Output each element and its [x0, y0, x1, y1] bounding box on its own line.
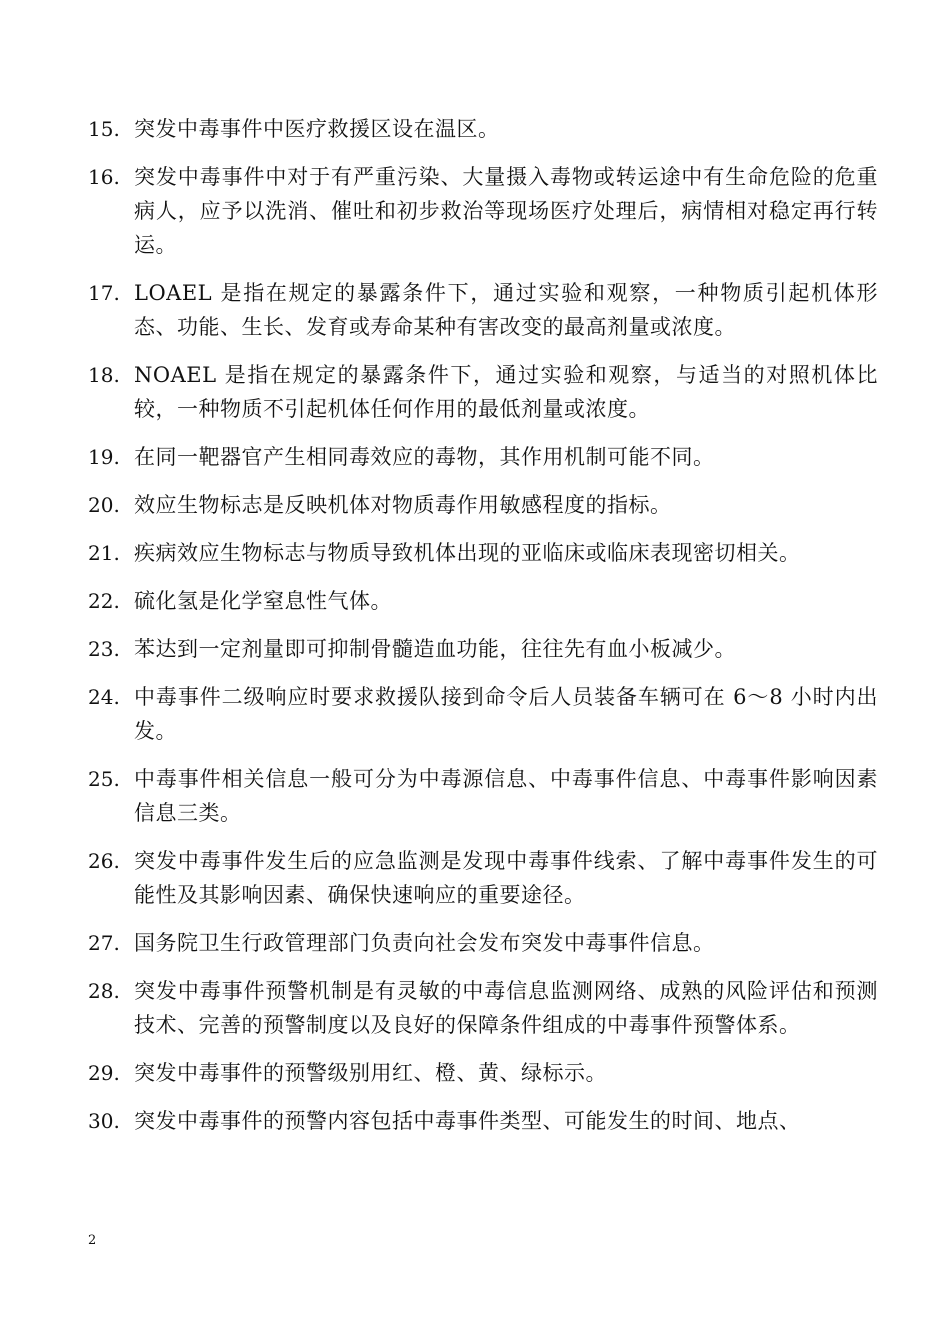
item-text: 突发中毒事件中医疗救援区设在温区。 — [134, 117, 500, 141]
item-text: 突发中毒事件的预警内容包括中毒事件类型、可能发生的时间、地点、 — [134, 1109, 801, 1133]
list-item — [88, 1104, 878, 1138]
item-number: 16. — [88, 165, 120, 189]
item-text: 中毒事件二级响应时要求救援队接到命令后人员装备车辆可在 6～8 小时内出发。 — [134, 685, 878, 743]
list-item — [88, 926, 878, 960]
item-text: 突发中毒事件中对于有严重污染、大量摄入毒物或转运途中有生命危险的危重病人，应予以洗消、催吐和初步救治等现场医疗处理后，病情相对稳定再行转运。 — [134, 165, 878, 257]
list-item — [88, 584, 878, 618]
list-item — [88, 536, 878, 570]
item-text: 中毒事件相关信息一般可分为中毒源信息、中毒事件信息、中毒事件影响因素信息三类。 — [134, 767, 878, 825]
item-number: 17. — [88, 281, 120, 305]
list-item — [88, 680, 878, 748]
list-item — [88, 488, 878, 522]
item-text: 突发中毒事件的预警级别用红、橙、黄、绿标示。 — [134, 1061, 607, 1085]
item-number: 25. — [88, 767, 120, 791]
statement-list — [88, 112, 878, 1152]
item-text: NOAEL 是指在规定的暴露条件下，通过实验和观察，与适当的对照机体比较，一种物质不引起机体任何作用的最低剂量或浓度。 — [134, 363, 878, 421]
item-number: 18. — [88, 363, 120, 387]
item-number: 29. — [88, 1061, 120, 1085]
list-item — [88, 844, 878, 912]
item-number: 27. — [88, 931, 120, 955]
list-item — [88, 160, 878, 262]
list-item — [88, 276, 878, 344]
list-item — [88, 440, 878, 474]
item-text: 突发中毒事件发生后的应急监测是发现中毒事件线索、了解中毒事件发生的可能性及其影响因素、确保快速响应的重要途径。 — [134, 849, 878, 907]
list-item — [88, 762, 878, 830]
list-item — [88, 112, 878, 146]
page-number: 2 — [88, 1233, 97, 1248]
list-item — [88, 1056, 878, 1090]
item-number: 21. — [88, 541, 120, 565]
item-number: 23. — [88, 637, 120, 661]
item-text: 效应生物标志是反映机体对物质毒作用敏感程度的指标。 — [134, 493, 672, 517]
list-item — [88, 632, 878, 666]
item-text: 国务院卫生行政管理部门负责向社会发布突发中毒事件信息。 — [134, 931, 715, 955]
item-text: 苯达到一定剂量即可抑制骨髓造血功能，往往先有血小板减少。 — [134, 637, 736, 661]
item-text: 硫化氢是化学窒息性气体。 — [134, 589, 392, 613]
list-item — [88, 974, 878, 1042]
item-text: 突发中毒事件预警机制是有灵敏的中毒信息监测网络、成熟的风险评估和预测技术、完善的预警制度以及良好的保障条件组成的中毒事件预警体系。 — [134, 979, 878, 1037]
item-text: 在同一靶器官产生相同毒效应的毒物，其作用机制可能不同。 — [134, 445, 715, 469]
item-number: 28. — [88, 979, 120, 1003]
item-number: 30. — [88, 1109, 120, 1133]
item-text: 疾病效应生物标志与物质导致机体出现的亚临床或临床表现密切相关。 — [134, 541, 801, 565]
item-number: 20. — [88, 493, 120, 517]
item-number: 22. — [88, 589, 120, 613]
item-number: 24. — [88, 685, 120, 709]
item-number: 26. — [88, 849, 120, 873]
list-item — [88, 358, 878, 426]
item-number: 15. — [88, 117, 120, 141]
item-number: 19. — [88, 445, 120, 469]
item-text: LOAEL 是指在规定的暴露条件下，通过实验和观察，一种物质引起机体形态、功能、生长、发育或寿命某种有害改变的最高剂量或浓度。 — [134, 281, 878, 339]
